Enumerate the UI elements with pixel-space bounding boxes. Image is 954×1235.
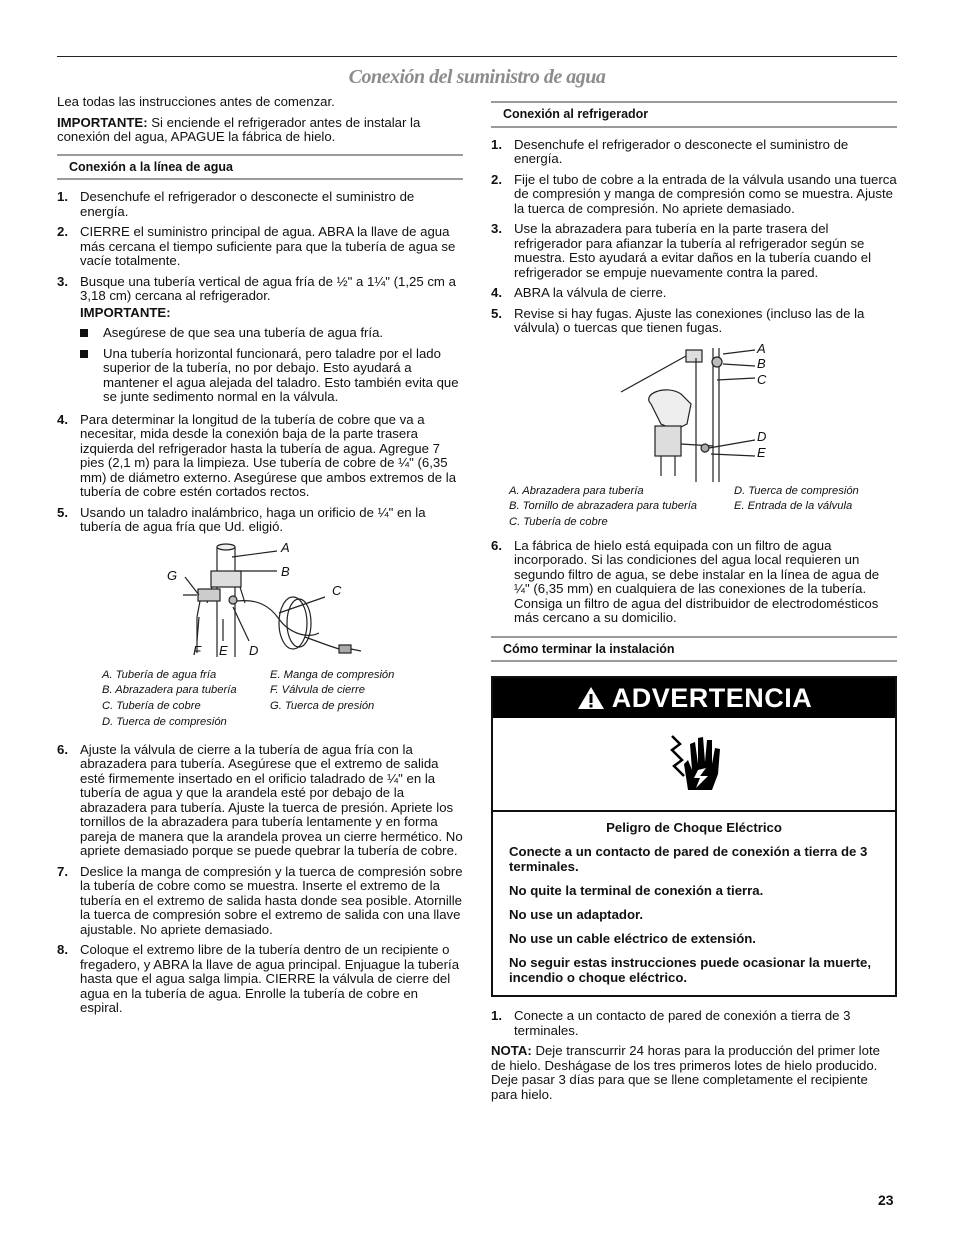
step-text: CIERRE el suministro principal de agua. ABRA la llave de agua más cercana el tiempo suficiente para que la tubería de agua se vacíe totalmente. — [80, 224, 456, 268]
sub-important-label — [80, 306, 463, 321]
list-item — [491, 222, 897, 280]
bullet-item — [80, 347, 463, 405]
section-heading-refrigerator: Conexión al refrigerador — [491, 101, 897, 128]
figure-label: B — [757, 355, 766, 371]
list-item — [491, 539, 897, 626]
step-number: 8. — [57, 942, 68, 958]
figure-label: C — [332, 582, 342, 598]
legend-item: A. Tubería de agua fría — [102, 668, 217, 681]
note-paragraph — [491, 1044, 897, 1102]
legend-item: E. Entrada de la válvula — [734, 500, 853, 513]
bullet-item — [80, 326, 463, 341]
step-text: Deslice la manga de compresión y la tuerca de compresión sobre la tubería de cobre como se muestra. Inserte el extremo de la tubería en el extremo de salida hasta donde sea posible. Atornille la tuerca de compresión sobre el extremo de salida con una llave ajustable. No apriete demasiado. — [80, 863, 463, 937]
step-number: 7. — [57, 863, 68, 879]
figure-label: E — [219, 642, 228, 658]
list-item — [491, 1009, 897, 1038]
step-text: Fije el tubo de cobre a la entrada de la válvula usando una tuerca de compresión y manga de compresión como se muestra. Ajuste la tuerca de compresión. No apriete demasiado. — [514, 171, 897, 216]
legend-item: B. Abrazadera para tubería — [102, 684, 237, 697]
legend-item: D. Tuerca de compresión — [734, 484, 859, 497]
section-heading-water-line: Conexión a la línea de agua — [57, 154, 463, 181]
list-item — [491, 307, 897, 336]
step-text: ABRA la válvula de cierre. — [514, 285, 667, 300]
list-item — [491, 138, 897, 167]
figure-label: A — [757, 340, 766, 356]
step-text: Ajuste la válvula de cierre a la tubería de agua fría con la abrazadera para tubería. Asegúrese que el extremo de salida esté firmemente insertado en el orificio taladrado de ¼" en la tubería de agua y que la arandela esté por debajo de la abrazadera para tubería. Ajuste la tuerca de presión. Apriete los tornillos de la abrazadera para tubería lentamente y en forma pareja de manera que la arandela provea un cierre hermético. No apriete demasiado porque se puede quebrar la tubería de cobre. — [80, 741, 463, 859]
shutoff-valve-figure — [57, 541, 463, 666]
warning-line: No quite la terminal de conexión a tierra. — [509, 883, 764, 899]
bullet-square-icon — [80, 326, 103, 341]
bullet-square-icon — [80, 347, 103, 405]
list-item — [57, 275, 463, 304]
figure-label: B — [281, 563, 290, 579]
legend-item: B. Tornillo de abrazadera para tubería — [509, 500, 698, 513]
legend-item: G. Tuerca de presión — [270, 700, 375, 713]
list-item — [57, 190, 463, 219]
list-item — [491, 286, 897, 301]
step-number: 3. — [491, 221, 502, 236]
important-text: Si enciende el refrigerador antes de instalar la conexión del agua, APAGUE la fábrica de hielo. — [57, 114, 421, 144]
shutoff-valve-illustration — [57, 541, 463, 666]
legend-item: C. Tubería de cobre — [102, 700, 201, 713]
page-title: Conexión del suministro de agua — [348, 66, 606, 88]
step-number: 5. — [57, 504, 68, 520]
legend-item: A. Abrazadera para tubería — [509, 484, 644, 497]
figure-label: A — [281, 539, 290, 555]
important-label: IMPORTANTE: — [80, 304, 171, 320]
step-text: Para determinar la longitud de la tubería de cobre que va a necesitar, mida desde la conexión baja de la parte trasera izquierda del refrigerador hasta la tubería de agua. Agregue 7 pies (2,1 m) para la limpieza. Use tubería de cobre de ¼" (6,35 mm) de diámetro externo. Asegúrese que ambos extremos de la tubería de cobre estén cortados rectos. — [80, 411, 457, 499]
warning-icon-area — [493, 718, 895, 812]
figure-legend — [509, 484, 897, 531]
figure-label: D — [249, 642, 259, 658]
warning-body — [493, 812, 895, 995]
left-column — [57, 95, 463, 1022]
figure-label: E — [757, 444, 766, 460]
top-rule — [57, 56, 897, 57]
figure-label: F — [193, 642, 201, 658]
step-number: 5. — [491, 305, 502, 321]
legend-item: E. Manga de compresión — [270, 668, 395, 681]
step-text: Usando un taladro inalámbrico, haga un orificio de ¼" en la tubería de agua fría que Ud. eligió. — [80, 504, 426, 534]
step-text: Revise si hay fugas. Ajuste las conexiones (incluso las de la válvula) o tuercas que tienen fugas. — [514, 305, 865, 335]
warning-header — [493, 678, 895, 718]
step-text: Coloque el extremo libre de la tubería dentro de un recipiente o fregadero, y ABRA la llave de agua principal. Enjuague la tubería hasta que el agua salga limpia. CIERRE la válvula de cierre del agua en la tubería de agua. Enrolle la tubería de cobre en espiral. — [80, 942, 460, 1016]
electric-shock-hand-icon — [662, 730, 726, 798]
refrigerator-valve-illustration — [491, 340, 897, 484]
list-item — [57, 225, 463, 269]
step-number: 1. — [491, 136, 502, 152]
step-text: Desenchufe el refrigerador o desconecte el suministro de energía. — [80, 189, 415, 219]
step-text: Conecte a un contacto de pared de conexión a tierra de 3 terminales. — [514, 1008, 851, 1038]
figure-legend — [102, 668, 463, 731]
warning-triangle-icon — [576, 685, 606, 711]
list-item — [57, 943, 463, 1016]
step-number: 6. — [57, 741, 68, 757]
warning-box — [491, 676, 897, 997]
important-note — [57, 116, 463, 145]
warning-line: Conecte a un contacto de pared de conexión a tierra de 3 terminales. — [509, 844, 868, 875]
legend-item — [734, 515, 904, 531]
figure-label: C — [757, 371, 767, 387]
step-text: La fábrica de hielo está equipada con un filtro de agua incorporado. Si las condiciones del agua local requieren un segundo filtro de agua, se debe instalar en la línea de agua de ¼" (6,35 mm) en cualquiera de las conexiones de la tubería. Consiga un filtro de agua del distribuidor de electrodomésticos más cercano a su domicilio. — [514, 537, 880, 626]
step-number: 3. — [57, 273, 68, 289]
hazard-title: Peligro de Choque Eléctrico — [606, 820, 782, 836]
refrigerator-connection-figure — [491, 340, 897, 484]
list-item — [57, 506, 463, 535]
list-item — [57, 743, 463, 859]
right-column — [491, 101, 897, 1108]
warning-title: ADVERTENCIA — [611, 683, 813, 714]
legend-item: D. Tuerca de compresión — [102, 715, 227, 728]
bullet-text: Asegúrese de que sea una tubería de agua fría. — [103, 325, 384, 340]
step-text: Busque una tubería vertical de agua fría de ½" a 1¼" (1,25 cm a 3,18 cm) cercana al refrigerador. — [80, 273, 456, 303]
step-number: 2. — [491, 171, 502, 187]
section-heading-finish: Cómo terminar la instalación — [491, 636, 897, 663]
step-text: Desenchufe el refrigerador o desconecte el suministro de energía. — [514, 136, 849, 166]
figure-label: D — [757, 428, 767, 444]
page-number: 23 — [878, 1192, 894, 1208]
step-number: 4. — [57, 411, 68, 427]
warning-line: No use un adaptador. — [509, 907, 644, 923]
step-number: 2. — [57, 224, 68, 239]
legend-item — [270, 715, 450, 731]
important-label: IMPORTANTE: — [57, 114, 148, 130]
legend-item: F. Válvula de cierre — [270, 684, 365, 697]
note-label: NOTA: — [491, 1043, 532, 1059]
step-number: 1. — [491, 1008, 502, 1024]
legend-item: C. Tubería de cobre — [509, 516, 608, 529]
intro-text: Lea todas las instrucciones antes de comenzar. — [57, 94, 335, 109]
note-text: Deje transcurrir 24 horas para la producción del primer lote de hielo. Deshágase de los tres primeros lotes de hielo producido. Deje pasar 3 días para que se llene completamente el recipiente para hielo. — [491, 1043, 880, 1102]
warning-line: No seguir estas instrucciones puede ocasionar la muerte, incendio o choque eléctrico. — [509, 955, 872, 986]
figure-label: G — [167, 567, 178, 583]
step-text: Use la abrazadera para tubería en la parte trasera del refrigerador para afianzar la tubería al refrigerador según se muestra. Esto ayudará a evitar daños en la tubería cuando el refrigerador se empuje nuevamente contra la pared. — [514, 221, 872, 280]
bullet-text: Una tubería horizontal funcionará, pero taladre por el lado superior de la tubería, no por debajo. Esto ayudará a mantener el agua alejada del taladro. Esto también evita que se junte sedimento normal en la válvula. — [103, 345, 459, 404]
step-number: 1. — [57, 189, 68, 204]
step-number: 4. — [491, 285, 502, 300]
warning-line: No use un cable eléctrico de extensión. — [509, 931, 756, 947]
list-item — [57, 413, 463, 500]
list-item — [57, 865, 463, 938]
list-item — [491, 173, 897, 217]
step-number: 6. — [491, 537, 502, 553]
